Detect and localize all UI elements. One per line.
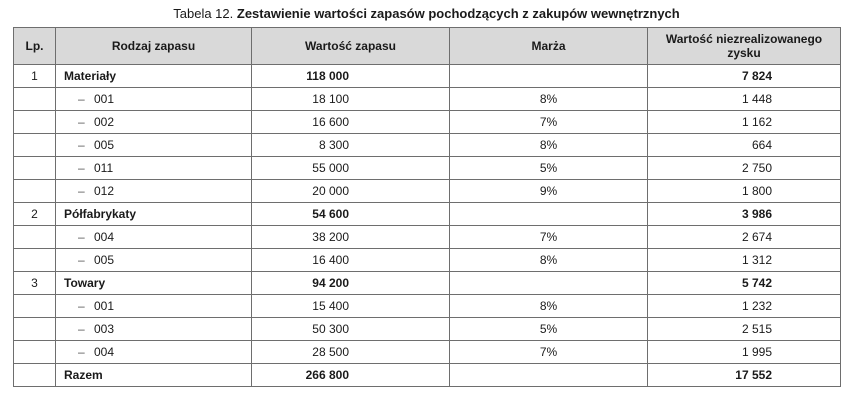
- header-margin: Marża: [450, 28, 648, 65]
- table-body: [14, 65, 841, 387]
- unrealized-cell: 1 162: [648, 111, 841, 134]
- margin-cell: 8%: [450, 134, 648, 157]
- lp-cell: [14, 180, 56, 203]
- margin-cell: [450, 272, 648, 295]
- value-cell: 38 200: [252, 226, 450, 249]
- type-label: 005: [94, 138, 115, 152]
- table-row: [14, 111, 841, 134]
- unrealized-cell: 1 995: [648, 341, 841, 364]
- inventory-table: [13, 27, 841, 387]
- lp-cell: [14, 341, 56, 364]
- table-row: [14, 157, 841, 180]
- unrealized-cell: 1 232: [648, 295, 841, 318]
- dash-marker: –: [78, 92, 85, 106]
- type-label: 012: [94, 184, 115, 198]
- dash-marker: –: [78, 253, 85, 267]
- value-cell: 28 500: [252, 341, 450, 364]
- table-caption: [0, 6, 853, 22]
- lp-cell: [14, 157, 56, 180]
- value-cell: 50 300: [252, 318, 450, 341]
- type-cell: [56, 295, 252, 318]
- unrealized-cell: 2 515: [648, 318, 841, 341]
- total-label: Razem: [56, 364, 252, 387]
- type-label: 005: [94, 253, 115, 267]
- type-label: 004: [94, 345, 115, 359]
- lp-cell: [14, 249, 56, 272]
- header-lp: Lp.: [14, 28, 56, 65]
- margin-cell: 5%: [450, 157, 648, 180]
- type-label: 004: [94, 230, 115, 244]
- value-cell: 118 000: [252, 65, 450, 88]
- value-cell: 18 100: [252, 88, 450, 111]
- table-row: [14, 249, 841, 272]
- table-header-row: [14, 28, 841, 65]
- dash-marker: –: [78, 161, 85, 175]
- margin-cell: 5%: [450, 318, 648, 341]
- table-row: [14, 88, 841, 111]
- header-unrealized: Wartość niezrealizowanego zysku: [648, 28, 841, 65]
- type-cell: [56, 272, 252, 295]
- value-cell: 94 200: [252, 272, 450, 295]
- dash-marker: –: [78, 322, 85, 336]
- value-cell: 16 600: [252, 111, 450, 134]
- type-label: 002: [94, 115, 115, 129]
- type-label: Towary: [64, 276, 106, 290]
- type-cell: [56, 134, 252, 157]
- table-row: [14, 318, 841, 341]
- table-row: [14, 134, 841, 157]
- type-label: 011: [94, 161, 114, 175]
- table-row: [14, 226, 841, 249]
- type-label: Materiały: [64, 69, 117, 83]
- dash-marker: –: [78, 138, 85, 152]
- type-cell: [56, 318, 252, 341]
- margin-cell: [450, 65, 648, 88]
- type-cell: [56, 88, 252, 111]
- total-lp-cell: [14, 364, 56, 387]
- type-cell: [56, 111, 252, 134]
- unrealized-cell: 2 750: [648, 157, 841, 180]
- value-cell: 8 300: [252, 134, 450, 157]
- type-label: Półfabrykaty: [64, 207, 137, 221]
- unrealized-cell: 664: [648, 134, 841, 157]
- table-group-row: [14, 272, 841, 295]
- type-cell: [56, 249, 252, 272]
- lp-cell: [14, 226, 56, 249]
- caption-title: Zestawienie wartości zapasów pochodzących z zakupów wewnętrznych: [236, 6, 680, 21]
- unrealized-cell: 5 742: [648, 272, 841, 295]
- total-unrealized: 17 552: [648, 364, 841, 387]
- type-label: 001: [94, 92, 115, 106]
- header-value: Wartość zapasu: [252, 28, 450, 65]
- type-cell: [56, 157, 252, 180]
- value-cell: 54 600: [252, 203, 450, 226]
- margin-cell: 7%: [450, 226, 648, 249]
- total-row: [14, 364, 841, 387]
- total-value: 266 800: [252, 364, 450, 387]
- margin-cell: [450, 203, 648, 226]
- type-cell: [56, 65, 252, 88]
- dash-marker: –: [78, 345, 85, 359]
- margin-cell: 8%: [450, 295, 648, 318]
- lp-cell: 1: [14, 65, 56, 88]
- value-cell: 20 000: [252, 180, 450, 203]
- unrealized-cell: 1 800: [648, 180, 841, 203]
- caption-prefix: Tabela 12.: [173, 6, 234, 21]
- unrealized-cell: 7 824: [648, 65, 841, 88]
- unrealized-cell: 1 448: [648, 88, 841, 111]
- table-group-row: [14, 203, 841, 226]
- table-group-row: [14, 65, 841, 88]
- unrealized-cell: 2 674: [648, 226, 841, 249]
- margin-cell: 8%: [450, 249, 648, 272]
- type-cell: [56, 203, 252, 226]
- lp-cell: [14, 134, 56, 157]
- dash-marker: –: [78, 115, 85, 129]
- table-row: [14, 180, 841, 203]
- lp-cell: [14, 318, 56, 341]
- lp-cell: [14, 295, 56, 318]
- margin-cell: 7%: [450, 341, 648, 364]
- margin-cell: 7%: [450, 111, 648, 134]
- type-cell: [56, 341, 252, 364]
- lp-cell: [14, 88, 56, 111]
- margin-cell: 8%: [450, 88, 648, 111]
- type-label: 001: [94, 299, 115, 313]
- lp-cell: [14, 111, 56, 134]
- table-row: [14, 295, 841, 318]
- total-margin-cell: [450, 364, 648, 387]
- table-row: [14, 341, 841, 364]
- dash-marker: –: [78, 299, 85, 313]
- margin-cell: 9%: [450, 180, 648, 203]
- lp-cell: 2: [14, 203, 56, 226]
- lp-cell: 3: [14, 272, 56, 295]
- value-cell: 15 400: [252, 295, 450, 318]
- unrealized-cell: 1 312: [648, 249, 841, 272]
- value-cell: 55 000: [252, 157, 450, 180]
- header-type: Rodzaj zapasu: [56, 28, 252, 65]
- dash-marker: –: [78, 230, 85, 244]
- type-label: 003: [94, 322, 115, 336]
- value-cell: 16 400: [252, 249, 450, 272]
- dash-marker: –: [78, 184, 85, 198]
- type-cell: [56, 226, 252, 249]
- type-cell: [56, 180, 252, 203]
- unrealized-cell: 3 986: [648, 203, 841, 226]
